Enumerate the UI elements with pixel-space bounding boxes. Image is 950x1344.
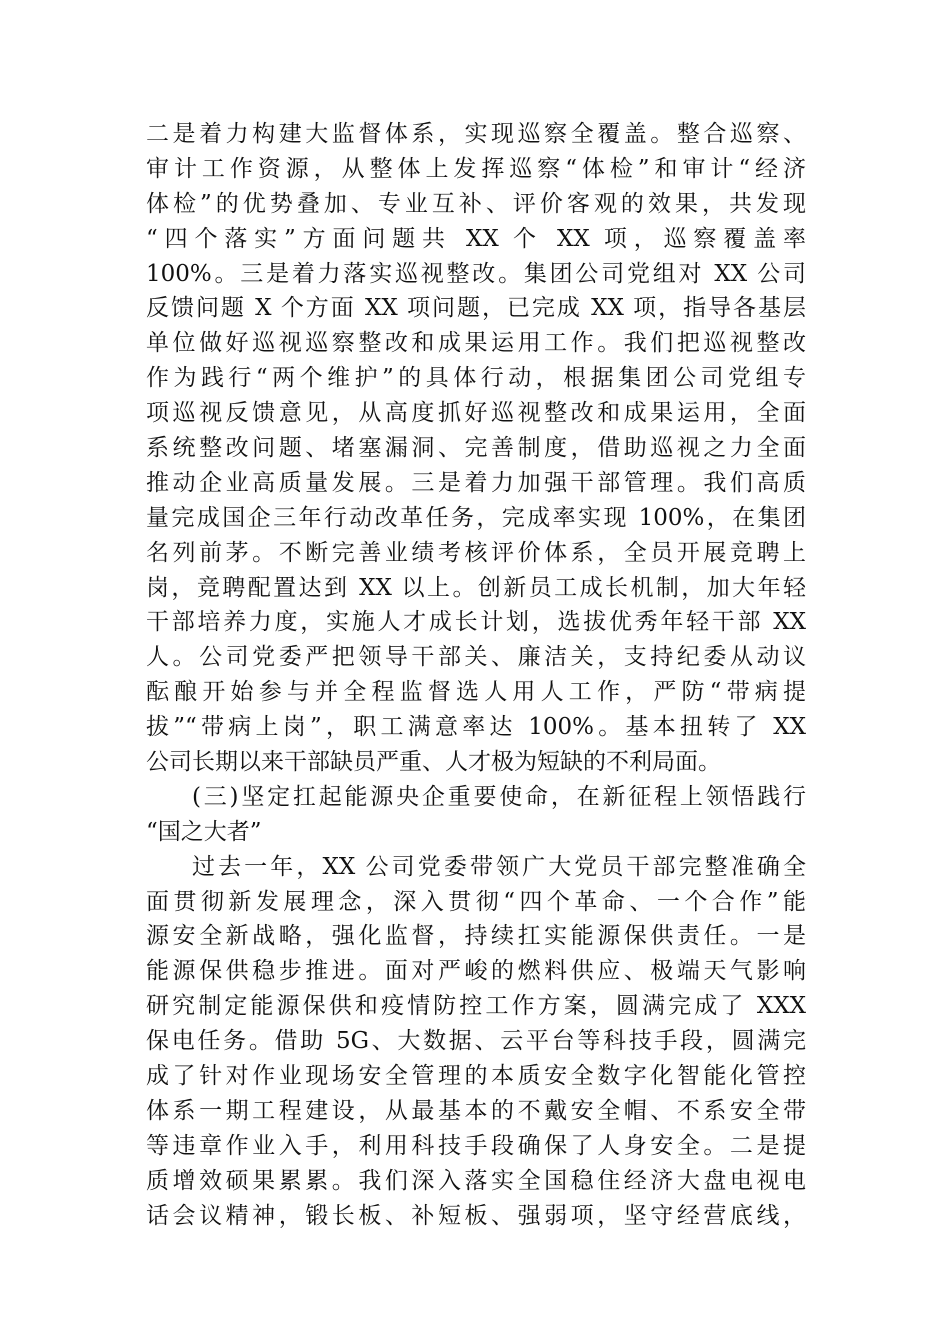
text-line: 岗，竞聘配置达到 XX 以上。创新员工成长机制，加大年轻 <box>146 574 806 601</box>
body-paragraph <box>146 850 806 1234</box>
text-line: 酝酿开始参与并全程监督选人用人工作，严防“带病提 <box>146 679 806 706</box>
text-line: “四个落实”方面问题共 XX 个 XX 项，巡察覆盖率 <box>146 225 806 252</box>
text-line: 面贯彻新发展理念，深入贯彻“四个革命、一个合作”能 <box>146 888 806 915</box>
text-line: 二是着力构建大监督体系，实现巡察全覆盖。整合巡察、 <box>146 121 806 147</box>
text-line: 体检”的优势叠加、专业互补、评价客观的效果，共发现 <box>146 190 806 217</box>
heading-line: “国之大者” <box>146 818 262 845</box>
text-line: 单位做好巡视巡察整改和成果运用工作。我们把巡视整改 <box>146 330 806 357</box>
text-line: 等违章作业入手，利用科技手段确保了人身安全。二是提 <box>146 1132 806 1159</box>
text-line: 反馈问题 X 个方面 XX 项问题，已完成 XX 项，指导各基层 <box>146 295 806 322</box>
text-line: 拔”“带病上岗”，职工满意率达 100%。基本扭转了 XX <box>146 714 806 741</box>
section-heading <box>146 780 806 850</box>
text-line: 量完成国企三年行动改革任务，完成率实现 100%，在集团 <box>146 504 806 531</box>
text-line: 项巡视反馈意见，从高度抓好巡视整改和成果运用，全面 <box>146 400 806 427</box>
text-line: 审计工作资源，从整体上发挥巡察“体检”和审计“经济 <box>146 155 806 182</box>
text-line: 质增效硕果累累。我们深入落实全国稳住经济大盘电视电 <box>146 1167 806 1194</box>
text-line: 成了针对作业现场安全管理的本质安全数字化智能化管控 <box>146 1063 806 1090</box>
body-paragraph <box>146 117 806 780</box>
text-line: 系统整改问题、堵塞漏洞、完善制度，借助巡视之力全面 <box>146 435 806 462</box>
text-line: 体系一期工程建设，从最基本的不戴安全帽、不系安全带 <box>146 1097 806 1124</box>
document-body <box>146 117 806 1234</box>
text-line: 过去一年，XX 公司党委带领广大党员干部完整准确全 <box>192 853 806 880</box>
text-line: 公司长期以来干部缺员严重、人才极为短缺的不利局面。 <box>146 749 721 776</box>
text-line: 能源保供稳步推进。面对严峻的燃料供应、极端天气影响 <box>146 958 806 985</box>
text-line: 源安全新战略，强化监督，持续扛实能源保供责任。一是 <box>146 923 806 950</box>
heading-line: (三)坚定扛起能源央企重要使命，在新征程上领悟践行 <box>192 783 806 810</box>
text-line: 推动企业高质量发展。三是着力加强干部管理。我们高质 <box>146 469 806 496</box>
text-line: 研究制定能源保供和疫情防控工作方案，圆满完成了 XXX <box>146 993 806 1020</box>
text-line: 人。公司党委严把领导干部关、廉洁关，支持纪委从动议 <box>146 644 806 671</box>
text-line: 话会议精神，锻长板、补短板、强弱项，坚守经营底线， <box>146 1202 806 1229</box>
text-line: 名列前茅。不断完善业绩考核评价体系，全员开展竞聘上 <box>146 539 806 566</box>
text-line: 保电任务。借助 5G、大数据、云平台等科技手段，圆满完 <box>146 1028 806 1055</box>
text-line: 干部培养力度，实施人才成长计划，选拔优秀年轻干部 XX <box>146 609 806 636</box>
text-line: 作为践行“两个维护”的具体行动，根据集团公司党组专 <box>146 365 806 392</box>
text-line: 100%。三是着力落实巡视整改。集团公司党组对 XX 公司 <box>146 260 806 287</box>
